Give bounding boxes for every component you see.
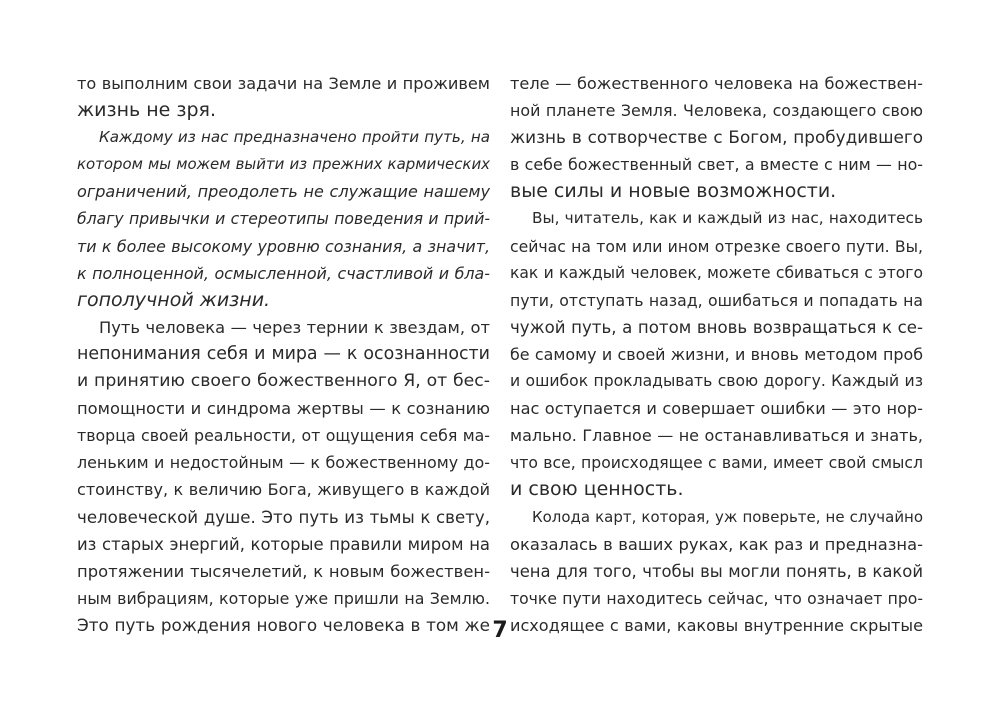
text-line: теле — божественного человека на божествен- — [510, 74, 923, 93]
text-line: протяжении тысячелетий, к новым божествен- — [77, 561, 490, 581]
text-line: человеческой душе. Это путь из тьмы к свету, — [77, 507, 490, 527]
text-line: мально. Главное — не останавливаться и знать, — [510, 426, 923, 446]
text-line: пути, отступать назад, ошибаться и попадать на — [510, 290, 923, 310]
text-line: Вы, читатель, как и каждый из нас, находитесь — [532, 209, 923, 228]
text-line: в себе божественный свет, а вместе с ним — но- — [510, 155, 923, 175]
left-text-column — [77, 70, 490, 639]
text-line: бе самому и своей жизни, и вновь методом проб — [510, 344, 923, 364]
text-line: из старых энергий, которые правили миром на — [77, 534, 490, 554]
text-line: котором мы можем выйти из прежних кармических — [77, 155, 490, 174]
text-line: как и каждый человек, можете сбиваться с этого — [510, 263, 923, 282]
text-line: исходящее с вами, каковы внутренние скрытые — [510, 615, 923, 635]
text-line: непонимания себя и мира — к осознанности — [77, 343, 490, 364]
page-number: 7 — [492, 618, 508, 643]
text-line: ти к более высокому уровню сознания, а значит, — [77, 236, 490, 256]
text-line: Каждому из нас предназначено пройти путь, на — [99, 128, 490, 147]
text-line: то выполним свои задачи на Земле и проживем — [77, 74, 490, 93]
text-line: и принятию своего божественного Я, от бес- — [77, 371, 490, 392]
text-line: Это путь рождения нового человека в том же — [77, 614, 490, 635]
text-line: ограничений, преодолеть не служащие нашему — [77, 182, 490, 202]
text-line: и ошибок прокладывать свою дорогу. Каждый из — [510, 372, 923, 391]
text-line: и свою ценность. — [510, 478, 684, 501]
text-line: чена для того, чтобы вы могли понять, в какой — [510, 561, 923, 581]
text-line: Путь человека — через тернии к звездам, от — [99, 317, 490, 337]
text-line: сейчас на том или ином отрезке своего пути. Вы, — [510, 236, 923, 256]
text-line: Колода карт, которая, уж поверьте, не случайно — [532, 507, 923, 526]
text-line: благу привычки и стереотипы поведения и прий- — [77, 209, 490, 229]
text-line: ной планете Земля. Человека, создающего свою — [510, 101, 923, 121]
text-line: чужой путь, а потом вновь возвращаться к се- — [510, 317, 923, 337]
text-line: вые силы и новые возможности. — [510, 180, 837, 203]
text-line: помощности и синдрома жертвы — к сознанию — [77, 399, 490, 419]
text-line: оказалась в ваших руках, как раз и предназна- — [510, 534, 923, 554]
text-line: нас оступается и совершает ошибки — это нор- — [510, 399, 923, 419]
text-line: жизнь не зря. — [77, 99, 217, 122]
text-line: ным вибрациям, которые уже пришли на Землю. — [77, 588, 490, 608]
text-line: леньким и недостойным — к божественному до- — [77, 453, 490, 473]
text-line: стоинству, к величию Бога, живущего в каждой — [77, 480, 490, 500]
text-line: точке пути находитесь сейчас, что означает про- — [510, 588, 923, 608]
text-line: гополучной жизни. — [77, 288, 271, 311]
text-line: жизнь в сотворчестве с Богом, пробудившего — [510, 127, 923, 148]
right-text-column — [510, 70, 923, 639]
text-line: к полноценной, осмысленной, счастливой и бла- — [77, 263, 490, 283]
text-line: творца своей реальности, от ощущения себя ма- — [77, 426, 490, 446]
text-line: что все, происходящее с вами, имеет свой смысл — [510, 453, 923, 473]
